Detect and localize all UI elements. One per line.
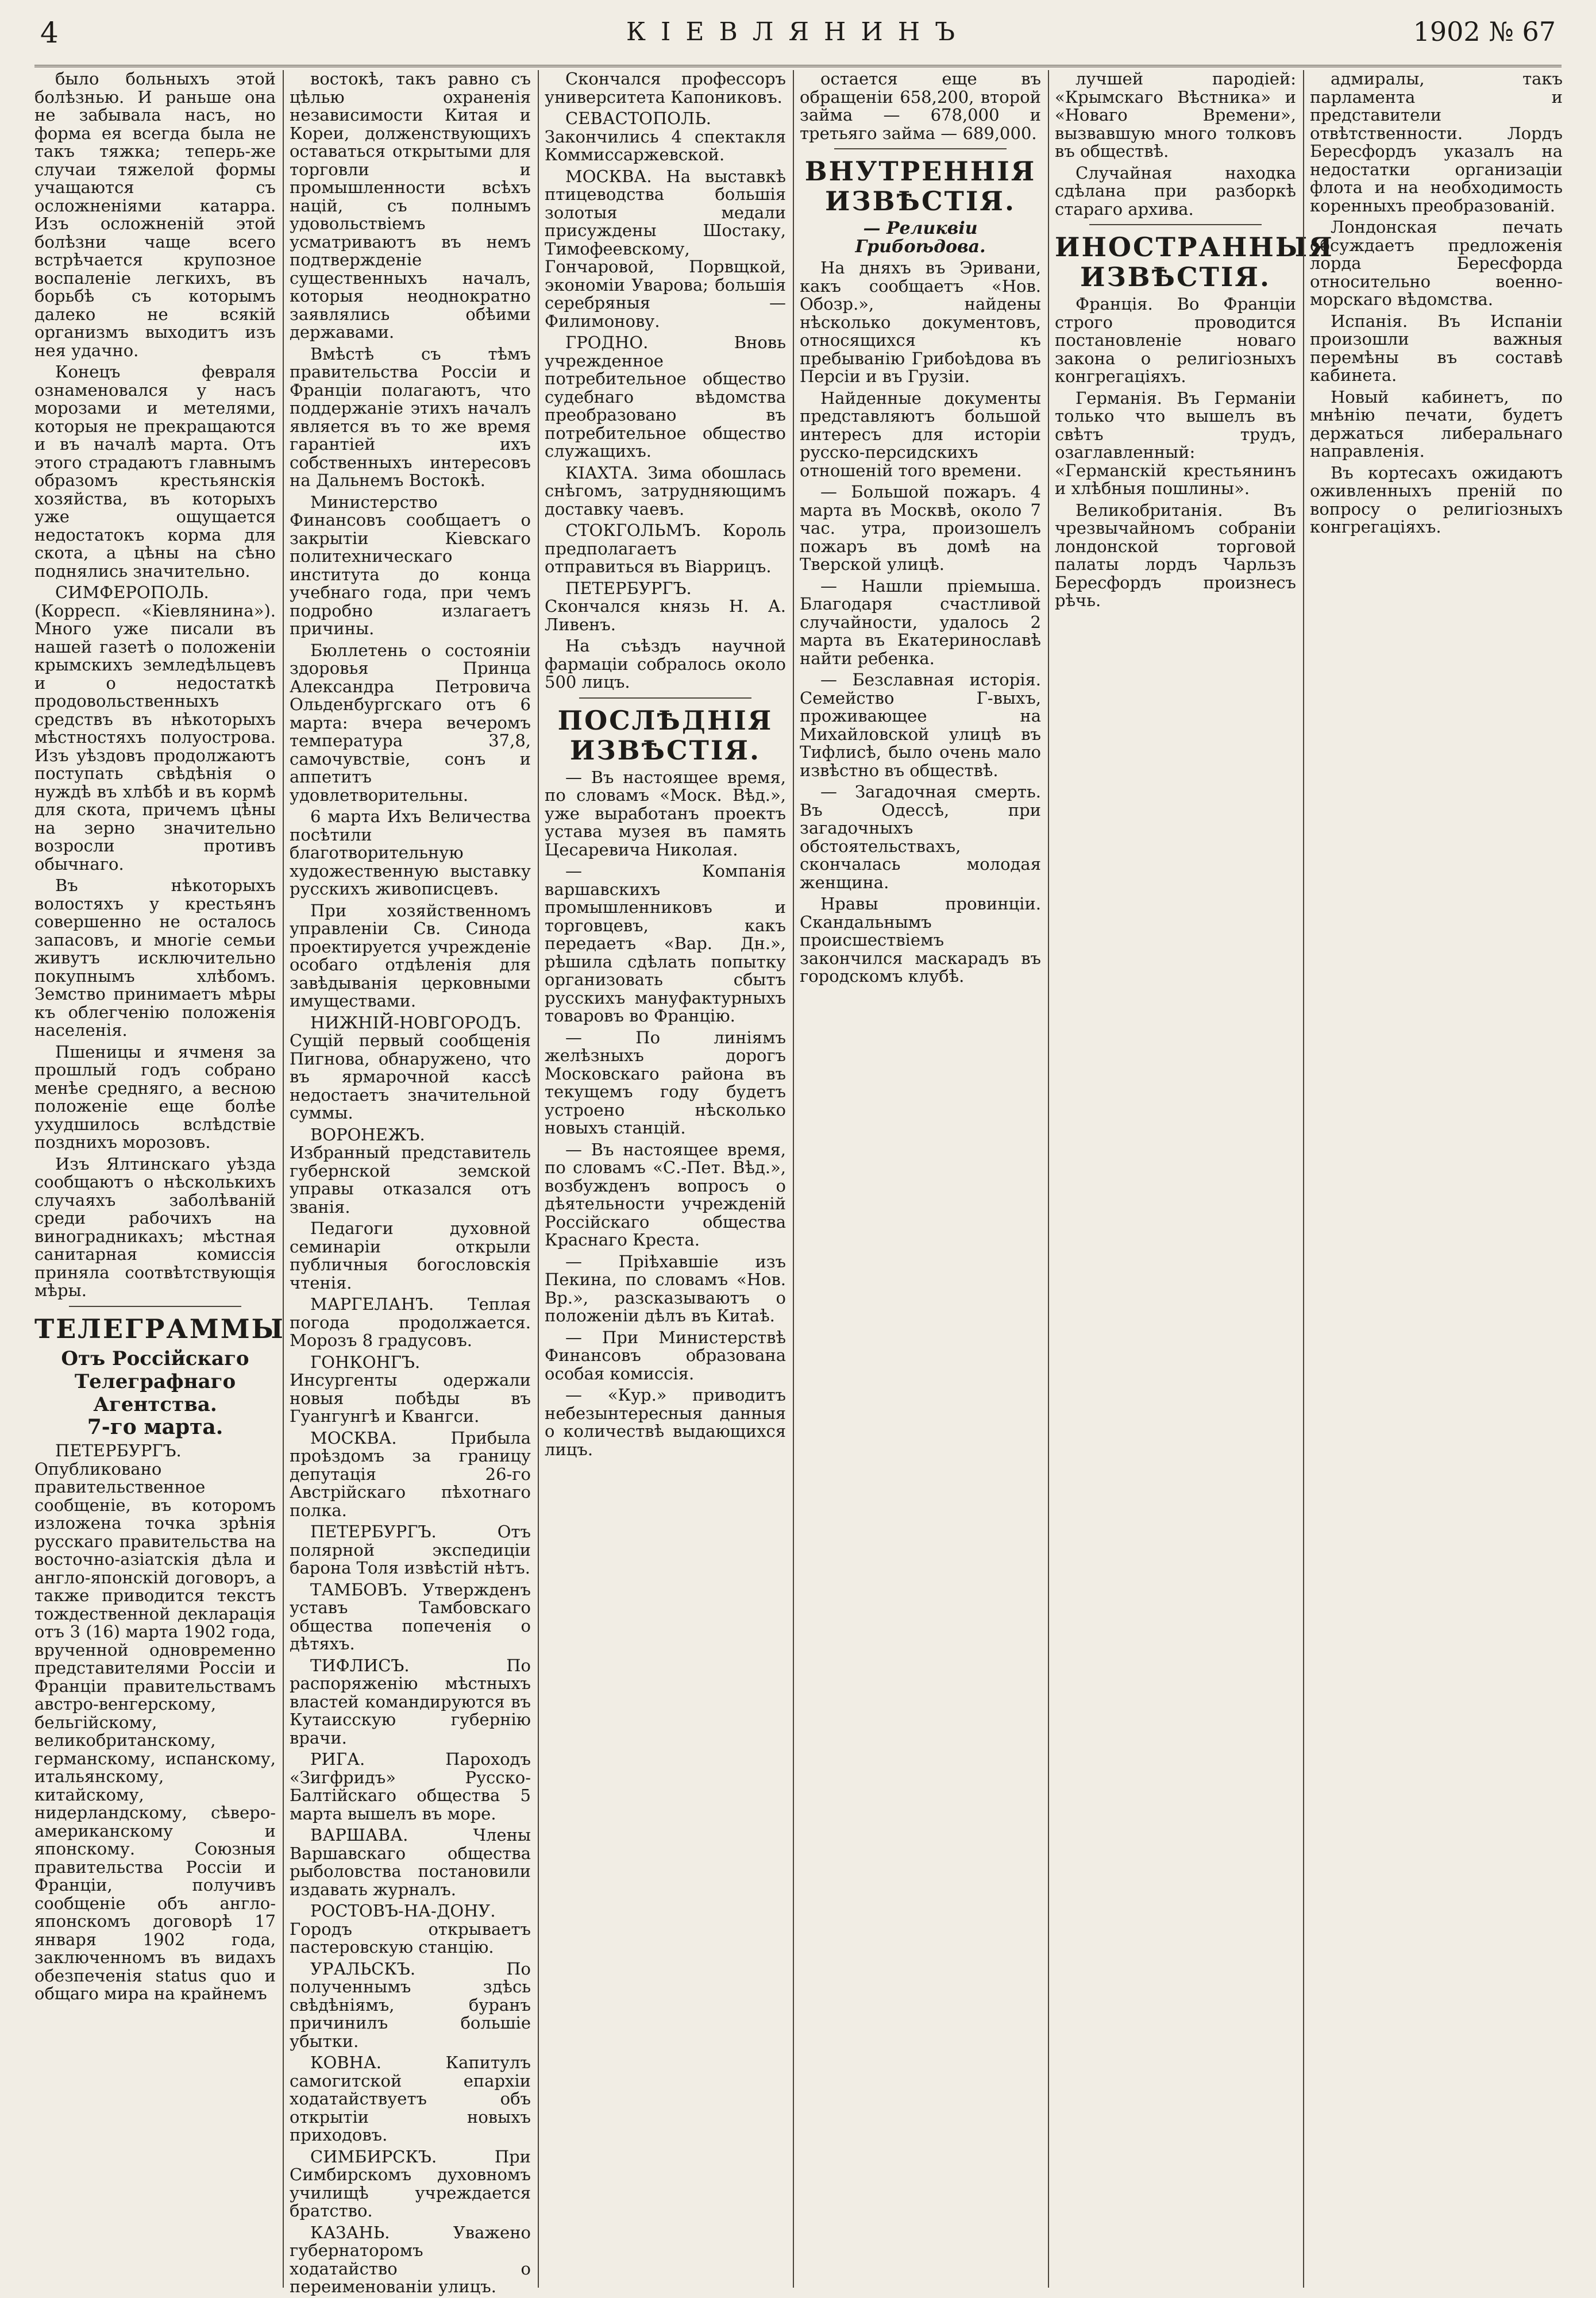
- article-paragraph: — Нашли пріемыша. Благодаря счастливой случайности, удалось 2 марта въ Екатеринославѣ найти ребенка.: [800, 576, 1041, 668]
- column-6: [1310, 70, 1563, 2288]
- article-paragraph: При хозяйственномъ управленіи Св. Синода проектируется учрежденіе особаго отдѣленія для завѣдыванія церковными имуществами.: [290, 900, 531, 1011]
- column-5: [1055, 69, 1334, 2288]
- news-item: — По линіямъ желѣзныхъ дорогъ Московскаго района въ текущемъ году будетъ устроено нѣсколько новыхъ станцій.: [545, 1027, 786, 1138]
- section-divider: [1089, 224, 1262, 225]
- column-rule: [283, 70, 284, 2288]
- article-paragraph: КОВНА. Капитулъ самогитской епархіи ходатайствуетъ объ открытіи новыхъ приходовъ.: [290, 2053, 531, 2145]
- article-paragraph: Великобританія. Въ чрезвычайномъ собраніи лондонской торговой палаты лордъ Чарльзъ Бересфордъ произнесъ рѣчь.: [1055, 500, 1296, 610]
- article-paragraph: Новый кабинетъ, по мнѣнію печати, будетъ держаться либеральнаго направленія.: [1310, 387, 1563, 461]
- article-paragraph: ВОРОНЕЖЪ. Избранный представитель губернской земской управы отказался отъ званія.: [290, 1124, 531, 1217]
- section-divider: [834, 148, 1007, 149]
- column-rule: [1303, 70, 1304, 2288]
- news-item: — Пріѣхавшіе изъ Пекина, по словамъ «Нов. Вр.», разсказываютъ о положеніи дѣлъ въ Китаѣ.: [545, 1251, 786, 1325]
- article-paragraph: Бюллетень о состояніи здоровья Принца Александра Петровича Ольденбургскаго отъ 6 марта: вчера вечеромъ температура 37,8, самочувствіе, сонъ и аппетитъ удовлетворительны.: [290, 640, 531, 805]
- masthead: [34, 10, 1562, 67]
- article-paragraph: ГРОДНО. Вновь учрежденное потребительное общество судебнаго вѣдомства преобразовано въ потребительное общество служащихъ.: [545, 333, 786, 461]
- article-paragraph: МОСКВА. На выставкѣ птицеводства большія золотыя медали присуждены Шостаку, Тимофеевскому, Гончаровой, Порвщкой, экономіи Уварова; большія серебряныя — Филимонову.: [545, 166, 786, 331]
- article-paragraph: РОСТОВЪ-НА-ДОНУ. Городъ открываетъ пастеровскую станцію.: [290, 1901, 531, 1957]
- article-paragraph: было больныхъ этой болѣзнью. И раньше она не забывала насъ, но форма ея всегда была не такъ тяжка; теперь-же случаи тяжелой формы учащаются съ осложненіями катарра. Изъ осложненій этой болѣзни чаще всего встрѣчается крупозное воспаленіе легкихъ, въ борьбѣ съ которымъ далеко не всякій организмъ выходитъ изъ нея удачно.: [34, 69, 276, 360]
- page-number: 4: [40, 16, 59, 49]
- article-paragraph: РИГА. Пароходъ «Зигфридъ» Русско-Балтійскаго общества 5 марта вышелъ въ море.: [290, 1749, 531, 1823]
- news-item: — Компанія варшавскихъ промышленниковъ и торговцевъ, какъ передаетъ «Вар. Дн.», рѣшила сдѣлать попытку организовать сбытъ русскихъ мануфактурныхъ товаровъ во Францію.: [545, 861, 786, 1025]
- section-divider: [69, 1306, 241, 1307]
- article-paragraph: Пшеницы и ячменя за прошлый годъ собрано менѣе средняго, а весною положеніе еще болѣе ухудшилось вслѣдствіе позднихъ морозовъ.: [34, 1042, 276, 1152]
- article-paragraph: Лондонская печать обсуждаетъ предложенія лорда Бересфорда относительно военно-морскаго вѣдомства.: [1310, 217, 1563, 309]
- telegram-text: ПЕТЕРБУРГЪ. Опубликовано правительственное сообщеніе, въ которомъ изложена точка зрѣнія русскаго правительства на восточно-азіатскія дѣла и англо-японскій договоръ, а также приводится текстъ тождественной декларація отъ 3 (16) марта 1902 года, врученной одновременно представителями Россіи и Франціи правительствамъ австро-венгерскому, бельгійскому, великобританскому, германскому, испанскому, итальянскому, китайскому, нидерландскому, сѣверо-американскому и японскому. Союзныя правительства Россіи и Франціи, получивъ сообщеніе объ англо-японскомъ договорѣ 17 января 1902 года, заключенномъ въ видахъ обезпеченія status quo и общаго мира на крайнемъ: [34, 1441, 276, 2003]
- section-divider: [579, 697, 751, 699]
- newspaper-title: КІЕВЛЯНИНЪ: [626, 17, 970, 47]
- article-paragraph: Вмѣстѣ съ тѣмъ правительства Россіи и Франціи полагаютъ, что поддержаніе этихъ началъ является въ то же время гарантіей ихъ собственныхъ интересовъ на Дальнемъ Востокѣ.: [290, 344, 531, 490]
- article-paragraph: Германія. Въ Германіи только что вышелъ въ свѣтъ трудъ, озаглавленный: «Германскій крестьянинъ и хлѣбныя пошлины».: [1055, 388, 1296, 498]
- article-paragraph: Франція. Во Франціи строго проводится постановленіе новаго закона о религіозныхъ конгрегаціяхъ.: [1055, 294, 1296, 386]
- article-paragraph: лучшей пародіей: «Крымскаго Вѣстника» и «Новаго Времени», вызвавшую много толковъ въ обществѣ.: [1055, 69, 1296, 161]
- article-paragraph: КІАХТА. Зима обошлась снѣгомъ, затрудняющимъ доставку чаевъ.: [545, 462, 786, 519]
- column-3: [545, 70, 786, 2288]
- article-paragraph: адмиралы, такъ парламента и представители отвѣтственности. Лордъ Бересфордъ указалъ на недостатки организаціи флота и на необходимость коренныхъ преобразованій.: [1310, 69, 1563, 215]
- columns: [34, 69, 1564, 2296]
- rubric: — Реликвіи Грибоѣдова.: [855, 218, 986, 257]
- article-paragraph: ПЕТЕРБУРГЪ. Скончался князь Н. А. Ливенъ.: [545, 578, 786, 634]
- article-paragraph: На дняхъ въ Эривани, какъ сообщаетъ «Нов. Обозр.», найдены нѣсколько документовъ, относящихся къ пребыванію Грибоѣдова въ Персіи и въ Грузіи.: [800, 258, 1041, 386]
- article-paragraph: ТАМБОВЪ. Утвержденъ уставъ Тамбовскаго общества попеченія о дѣтяхъ.: [290, 1579, 531, 1653]
- article-paragraph: НИЖНІЙ-НОВГОРОДЪ. Сущій первый сообщенія Пигнова, обнаружено, что въ ярмарочной кассѣ недостаетъ значительной суммы.: [290, 1012, 531, 1123]
- column-rule: [538, 70, 539, 2288]
- article-paragraph: СЕВАСТОПОЛЬ. Закончились 4 спектакля Коммиссаржевской.: [545, 109, 786, 164]
- article-paragraph: СТОКГОЛЬМЪ. Король предполагаетъ отправиться въ Віаррицъ.: [545, 520, 786, 576]
- column-1: [34, 69, 285, 2288]
- column-4: [800, 70, 1041, 2288]
- section-heading-telegrams: ТЕЛЕГРАММЫ: [34, 1313, 285, 1344]
- section-subheading: Отъ Россійскаго Телеграфнаго Агентства.: [61, 1347, 249, 1416]
- article-paragraph: Министерство Финансовъ сообщаетъ о закрытіи Кіевскаго политехническаго института до конца учебнаго года, при чемъ подробно излагаетъ причины.: [290, 492, 531, 638]
- column-rule: [1048, 70, 1049, 2288]
- article-paragraph: Конецъ февраля ознаменовался у насъ морозами и метелями, которыя не прекращаются и въ началѣ марта. Отъ этого страдаютъ главнымъ образомъ крестьянскія хозяйства, въ которыхъ уже ощущается недостатокъ корма для скота, а цѣны на сѣно поднялись значительно.: [34, 362, 276, 581]
- article-paragraph: СИМФЕРОПОЛЬ. (Корресп. «Кіевлянина»). Много уже писали въ нашей газетѣ о положеніи крымскихъ земледѣльцевъ и о недостаткѣ продовольственныхъ средствъ въ нѣкоторыхъ мѣстностяхъ полуострова. Изъ уѣздовъ продолжаютъ поступать свѣдѣнія о нуждѣ въ хлѣбѣ и въ кормѣ для скота, причемъ цѣны на зерно значительно возросли противъ обычнаго.: [34, 583, 276, 874]
- issue-number: 1902 № 67: [1413, 16, 1556, 47]
- article-paragraph: МОСКВА. Прибыла проѣздомъ за границу депутація 26-го Австрійскаго пѣхотнаго полка.: [290, 1428, 531, 1520]
- article-paragraph: УРАЛЬСКЪ. По полученнымъ здѣсь свѣдѣніямъ, буранъ причинилъ большіе убытки.: [290, 1958, 531, 2051]
- column-2: [290, 69, 531, 2296]
- column-rule: [793, 70, 794, 2288]
- section-heading-latest-news: ПОСЛѢДНІЯ ИЗВѢСТІЯ.: [557, 704, 773, 766]
- article-paragraph: востокѣ, такъ равно съ цѣлью охраненія независимости Китая и Кореи, долженствующихъ оставаться открытыми для торговли и промышленности всѣхъ націй, съ полнымъ удовольствіемъ усматриваютъ въ немъ подтвержденіе существенныхъ началъ, которыя неоднократно заявлялись обѣими державами.: [290, 69, 531, 342]
- article-paragraph: — Большой пожаръ. 4 марта въ Москвѣ, около 7 час. утра, произошелъ пожаръ въ домѣ на Тверской улицѣ.: [800, 482, 1041, 574]
- news-item: — Въ настоящее время, по словамъ «С.-Пет. Вѣд.», возбужденъ вопросъ о дѣятельности учрежденій Россійскаго общества Краснаго Креста.: [545, 1139, 786, 1250]
- article-paragraph: Нравы провинціи. Скандальнымъ происшествіемъ закончился маскарадъ въ городскомъ клубѣ.: [800, 894, 1041, 986]
- article-paragraph: остается еще въ обращеніи 658,200, второй займа — 678,000 и третьяго займа — 689,000.: [800, 69, 1041, 143]
- article-paragraph: Педагоги духовной семинаріи открыли публичныя богословскія чтенія.: [290, 1219, 531, 1293]
- article-paragraph: Въ кортесахъ ожидаютъ оживленныхъ преній по вопросу о религіозныхъ конгрегаціяхъ.: [1310, 462, 1563, 537]
- article-paragraph: ТИФЛИСЪ. По распоряженію мѣстныхъ властей командируются въ Кутаисскую губернію врачи.: [290, 1655, 531, 1748]
- article-paragraph: Изъ Ялтинскаго уѣзда сообщаютъ о нѣсколькихъ случаяхъ заболѣваній среди рабочихъ на виноградникахъ; мѣстная санитарная комиссія приняла соотвѣтствующія мѣры.: [34, 1154, 276, 1300]
- news-item: — Въ настоящее время, по словамъ «Моск. Вѣд.», уже выработанъ проектъ устава музея въ память Цесаревича Николая.: [545, 767, 786, 859]
- article-paragraph: — Безславная исторія. Семейство Г-выхъ, проживающее на Михайловской улицѣ въ Тифлисѣ, было очень мало извѣстно въ обществѣ.: [800, 670, 1041, 780]
- article-paragraph: Случайная находка сдѣлана при разборкѣ стараго архива.: [1055, 163, 1296, 219]
- article-paragraph: МАРГЕЛАНЪ. Теплая погода продолжается. Морозъ 8 градусовъ.: [290, 1294, 531, 1350]
- article-paragraph: СИМБИРСКЪ. При Симбирскомъ духовномъ училищѣ учреждается братство.: [290, 2146, 531, 2220]
- section-heading-domestic-news: ВНУТРЕННІЯ ИЗВѢСТІЯ.: [804, 156, 1036, 217]
- article-paragraph: — Загадочная смерть. Въ Одессѣ, при загадочныхъ обстоятельствахъ, скончалась молодая женщина.: [800, 782, 1041, 892]
- article-paragraph: КАЗАНЬ. Уважено губернаторомъ ходатайство о переименованіи улицъ.: [290, 2222, 531, 2296]
- dateline: 7-го марта.: [87, 1414, 223, 1439]
- article-paragraph: Испанія. Въ Испаніи произошли важныя перемѣны въ составѣ кабинета.: [1310, 311, 1563, 385]
- section-heading-foreign-news: ИНОСТРАННЫЯ ИЗВѢСТІЯ.: [1055, 232, 1334, 292]
- news-item: — «Кур.» приводитъ небезынтересныя данныя о количествѣ выдающихся лицъ.: [545, 1385, 786, 1459]
- article-paragraph: На съѣздъ научной фармаціи собралось около 500 лицъ.: [545, 636, 786, 692]
- article-paragraph: ВАРШАВА. Члены Варшавскаго общества рыболовства постановили издавать журналъ.: [290, 1825, 531, 1899]
- article-paragraph: ПЕТЕРБУРГЪ. Отъ полярной экспедиціи барона Толя извѣстій нѣтъ.: [290, 1522, 531, 1578]
- article-paragraph: Скончался профессоръ университета Капониковъ.: [545, 69, 786, 107]
- article-paragraph: Найденные документы представляютъ большой интересъ для исторіи русско-персидскихъ отношеній того времени.: [800, 388, 1041, 480]
- article-paragraph: 6 марта Ихъ Величества посѣтили благотворительную художественную выставку русскихъ живописцевъ.: [290, 807, 531, 899]
- article-paragraph: ГОНКОНГЪ. Инсургенты одержали новыя побѣды въ Гуангунгѣ и Квангси.: [290, 1352, 531, 1426]
- news-item: — При Министерствѣ Финансовъ образована особая комиссія.: [545, 1327, 786, 1383]
- article-paragraph: Въ нѣкоторыхъ волостяхъ у крестьянъ совершенно не осталось запасовъ, и многіе семьи живутъ исключительно покупнымъ хлѣбомъ. Земство принимаетъ мѣры къ облегченію положенія населенія.: [34, 876, 276, 1040]
